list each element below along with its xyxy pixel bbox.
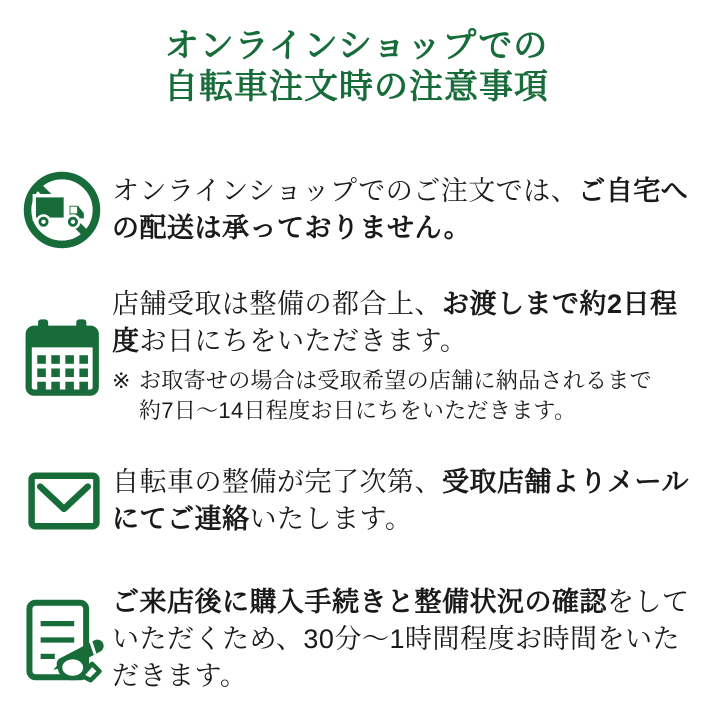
section-main-text [112, 286, 699, 360]
calendar-icon [24, 313, 102, 399]
section-icon-cell [20, 472, 112, 530]
section-icon-cell [20, 595, 112, 685]
notice-text-segment: いたします。 [249, 504, 413, 534]
notice-text-segment: お渡しまで約2日程度 [112, 289, 678, 356]
section-no-delivery [20, 168, 699, 252]
section-text [112, 173, 699, 247]
notice-text-segment: 自転車の整備が完了次第、 [112, 467, 442, 497]
page-title [0, 26, 713, 108]
section-icon-cell [20, 168, 112, 252]
section-text [112, 464, 699, 538]
section-text [112, 584, 699, 695]
notice-text-segment: をしていただくため、30分〜1時間程度お時間をいただきます。 [112, 587, 690, 691]
pickup-note [112, 366, 699, 426]
note-lines [139, 366, 699, 426]
note-line-2: 約7日〜14日程度お日にちをいただきます。 [139, 398, 577, 423]
section-text [112, 286, 699, 426]
hand-signing-icon [22, 595, 104, 685]
section-email-notice [20, 464, 699, 538]
notice-text-segment: お日にちをいただきます。 [139, 326, 468, 356]
notice-text-segment: ご来店後に購入手続きと整備状況の確認 [112, 587, 607, 617]
section-pickup-timing [20, 286, 699, 426]
notice-text-segment: ご自宅への配送は承っておりません。 [112, 176, 689, 243]
notice-text-segment: オンラインショップでのご注文では、 [112, 176, 579, 206]
note-line-1: お取寄せの場合は受取希望の店舗に納品されるまで [139, 368, 652, 393]
notice-sections [0, 168, 713, 695]
no-delivery-truck-icon [20, 168, 104, 252]
mail-icon [28, 472, 100, 530]
section-store-procedure [20, 584, 699, 695]
title-line-2: 自転車注文時の注意事項 [164, 68, 549, 106]
notice-text-segment: 受取店舗よりメールにてご連絡 [112, 467, 689, 534]
section-icon-cell [20, 313, 112, 399]
title-line-1: オンラインショップでの [164, 27, 549, 65]
notice-text-segment: 店舗受取は整備の都合上、 [112, 289, 442, 319]
note-marker: ※ [112, 368, 131, 393]
